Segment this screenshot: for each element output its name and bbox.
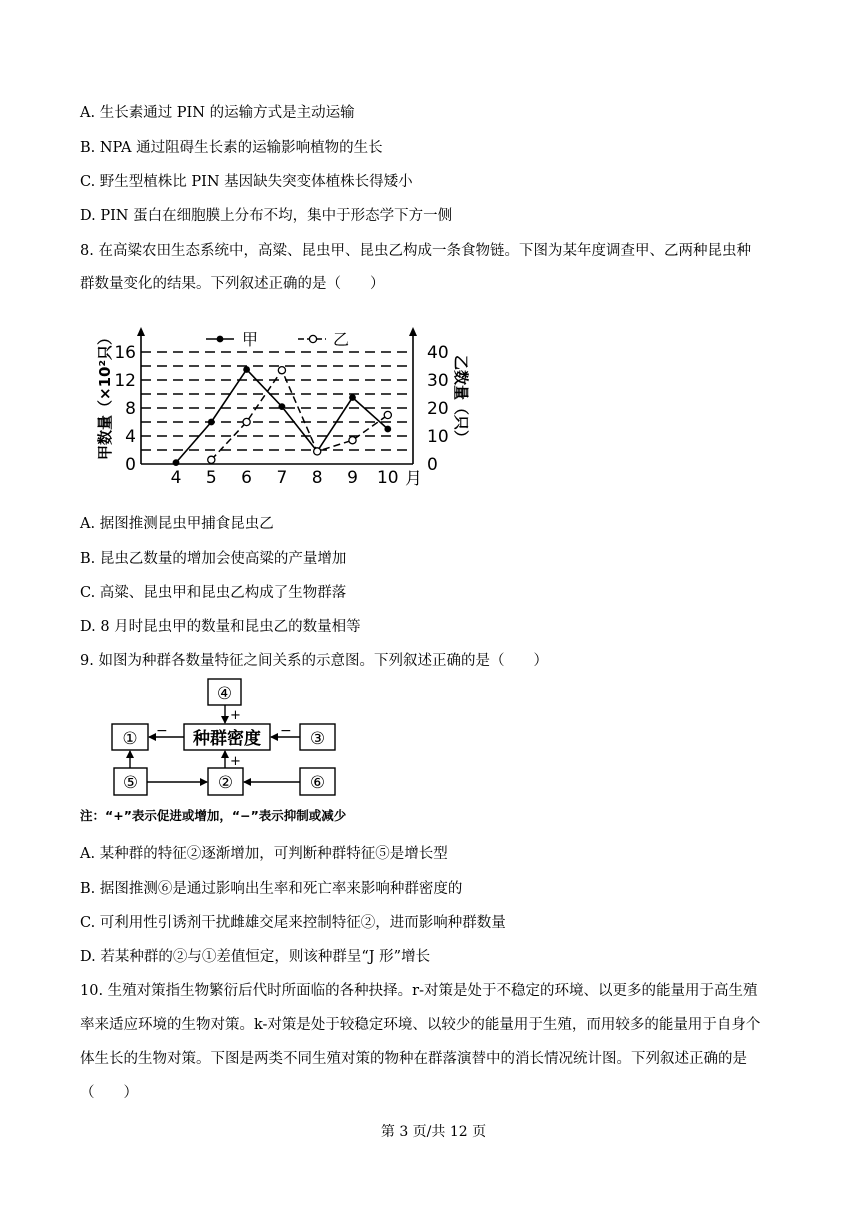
legend-yi-label: 乙 [333, 330, 350, 349]
q10-stem-line-2: 率来适应环境的生物对策。k-对策是处于较稳定环境、以较少的能量用于生殖，而用较多的能量用于自身个 [80, 1017, 761, 1033]
right-tick-label: 20 [427, 399, 449, 419]
node-3-label: ③ [309, 729, 326, 749]
q9-note: 注：“+”表示促进或增加，“−”表示抑制或减少 [80, 808, 347, 823]
series-jia-point [208, 419, 215, 426]
series-jia-point [279, 403, 286, 410]
q9-option-b: B. 据图推测⑥是通过影响出生率和死亡率来影响种群密度的 [80, 881, 463, 897]
x-tick-label: 4 [170, 468, 182, 488]
series-yi-point [314, 448, 321, 455]
q8-stem-line-2: 群数量变化的结果。下列叙述正确的是（ ） [80, 276, 385, 292]
q8-option-c: C. 高粱、昆虫甲和昆虫乙构成了生物群落 [80, 585, 347, 601]
series-jia-point [349, 394, 356, 401]
node-2-box [208, 768, 243, 795]
right-tick-label: 10 [427, 427, 449, 447]
page-footer: 第 3 页/共 12 页 [380, 1124, 487, 1140]
minus-sign-left: − [156, 723, 168, 739]
q8-option-a: A. 据图推测昆虫甲捕食昆虫乙 [80, 516, 274, 532]
node-4-label: ④ [216, 684, 233, 704]
q8-stem-line-1: 8. 在高粱农田生态系统中，高粱、昆虫甲、昆虫乙构成一条食物链。下图为某年度调查甲、乙两种昆虫种 [80, 243, 751, 259]
series-yi-point [278, 367, 285, 374]
left-axis-arrow [137, 327, 145, 336]
legend-jia-label: 甲 [242, 330, 259, 349]
node-6-label: ⑥ [309, 773, 326, 793]
q7-option-c: C. 野生型植株比 PIN 基因缺失突变体植株长得矮小 [80, 174, 413, 190]
left-tick-label: 4 [125, 427, 136, 447]
q8-option-d: D. 8 月时昆虫甲的数量和昆虫乙的数量相等 [80, 619, 361, 635]
x-tick-label: 5 [205, 468, 217, 488]
node-2-label: ② [217, 773, 234, 793]
node-5-label: ⑤ [122, 773, 139, 793]
legend-yi-marker [309, 335, 316, 342]
legend-jia-marker [217, 336, 224, 343]
x-tick-label: 6 [241, 468, 253, 488]
left-tick-label: 16 [114, 343, 136, 363]
series-jia-line [176, 370, 388, 463]
left-axis-label: 甲数量（×10²只） [96, 329, 114, 461]
series-jia-point [314, 448, 321, 455]
node-4-box [208, 679, 241, 705]
q8-option-b: B. 昆虫乙数量的增加会使高粱的产量增加 [80, 551, 347, 567]
q9-stem: 9. 如图为种群各数量特征之间关系的示意图。下列叙述正确的是（ ） [80, 653, 548, 669]
q9-option-d: D. 若某种群的②与①差值恒定，则该种群呈“J 形”增长 [80, 949, 431, 965]
right-axis-label: 乙数量（只） [452, 354, 470, 446]
plus-sign-top: + [230, 708, 241, 723]
q10-stem-line-1: 10. 生殖对策指生物繁衍后代时所面临的各种抉择。r-对策是处于不稳定的环境、以更多的能量用于高生殖 [80, 983, 758, 999]
q10-stem-line-3: 体生长的生物对策。下图是两类不同生殖对策的物种在群落演替中的消长情况统计图。下列叙述正确的是 [80, 1051, 747, 1067]
q7-option-a: A. 生长素通过 PIN 的运输方式是主动运输 [80, 105, 355, 121]
x-tick-label: 10 [376, 468, 399, 488]
series-jia-point [384, 426, 391, 433]
left-tick-label: 8 [125, 399, 136, 419]
right-axis-arrow [409, 327, 417, 336]
minus-sign-right: − [280, 723, 292, 739]
left-tick-label: 0 [125, 455, 136, 475]
plus-sign-bottom: + [230, 754, 241, 769]
center-label: 种群密度 [193, 729, 261, 749]
q9-option-c: C. 可利用性引诱剂干扰雌雄交尾来控制特征②，进而影响种群数量 [80, 915, 506, 931]
x-tick-label: 8 [311, 468, 323, 488]
right-tick-label: 0 [427, 455, 438, 475]
x-tick-label: 9 [347, 468, 358, 488]
node-1-label: ① [122, 729, 138, 749]
q9-option-a: A. 某种群的特征②逐渐增加，可判断种群特征⑤是增长型 [80, 846, 448, 862]
left-tick-label: 12 [114, 371, 136, 391]
series-yi-point [384, 411, 391, 418]
series-yi-point [243, 418, 250, 425]
series-jia-point [173, 459, 180, 466]
right-tick-label: 40 [427, 343, 449, 363]
q7-option-d: D. PIN 蛋白在细胞膜上分布不均，集中于形态学下方一侧 [80, 208, 453, 224]
series-yi-point [208, 456, 215, 463]
right-tick-label: 30 [427, 371, 449, 391]
node-6-box [300, 768, 335, 795]
series-yi-line [211, 370, 387, 460]
q7-option-b: B. NPA 通过阻碍生长素的运输影响植物的生长 [80, 140, 383, 156]
series-jia-point [243, 366, 250, 373]
node-3-box [300, 724, 335, 750]
center-box [184, 724, 270, 750]
q10-stem-line-4: （ ） [80, 1085, 138, 1101]
x-unit-label: 月 [405, 469, 422, 489]
x-tick-label: 7 [276, 468, 288, 488]
node-1-box [112, 724, 148, 750]
node-5-box [114, 768, 147, 795]
series-yi-point [349, 437, 356, 444]
